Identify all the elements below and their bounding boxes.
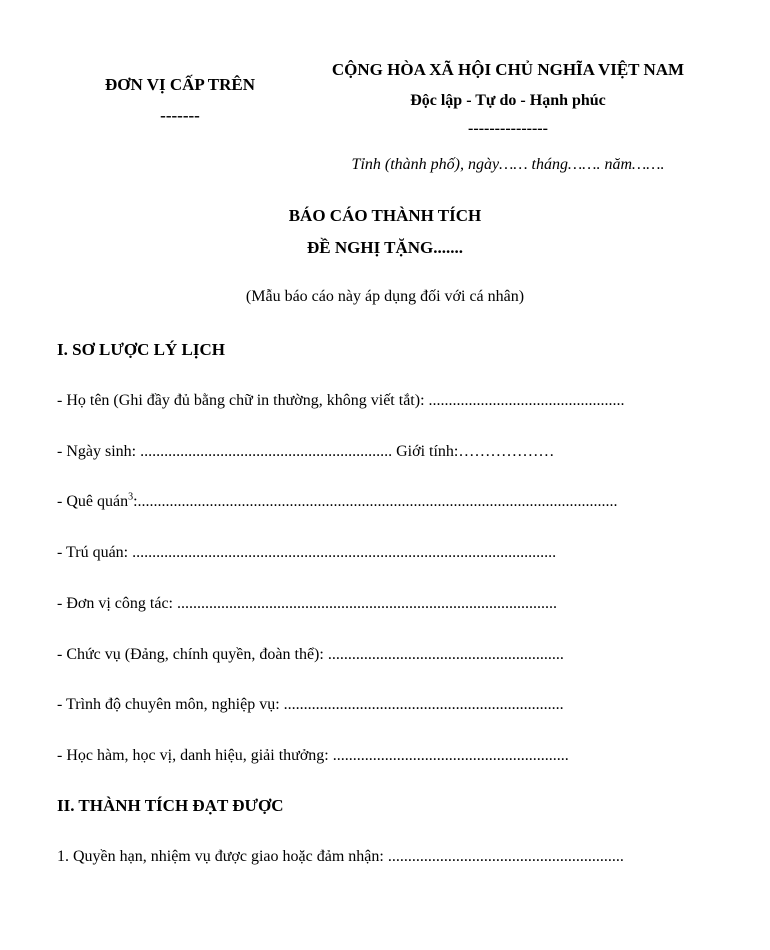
field-hometown bbox=[57, 493, 618, 511]
field-full-name: - Họ tên (Ghi đầy đủ bằng chữ in thường, không viết tắt): ................................................. bbox=[57, 392, 625, 409]
national-title: CỘNG HÒA XÃ HỘI CHỦ NGHĨA VIỆT NAM bbox=[331, 60, 685, 79]
field-hometown-label: - Quê quán bbox=[57, 493, 129, 510]
motto-rule: --------------- bbox=[468, 120, 548, 137]
superior-unit-rule: ------- bbox=[160, 106, 200, 125]
field-qualification: - Trình độ chuyên môn, nghiệp vụ: ...................................................................... bbox=[57, 696, 564, 713]
field-residence: - Trú quán: .......................................................................................................... bbox=[57, 544, 557, 561]
section-heading-achievements: II. THÀNH TÍCH ĐẠT ĐƯỢC bbox=[57, 796, 284, 815]
section-heading-biography: I. SƠ LƯỢC LÝ LỊCH bbox=[57, 340, 225, 359]
report-title-proposal: ĐỀ NGHỊ TẶNG....... bbox=[306, 238, 463, 257]
place-date-line: Tỉnh (thành phố), ngày…… tháng……. năm……. bbox=[351, 156, 665, 173]
report-title: BÁO CÁO THÀNH TÍCH bbox=[288, 206, 482, 225]
report-subtitle: (Mẫu báo cáo này áp dụng đối với cá nhân) bbox=[245, 288, 525, 305]
field-dob-gender: - Ngày sinh: ............................................................... Giới tính:……………… bbox=[57, 443, 555, 460]
field-position: - Chức vụ (Đảng, chính quyền, đoàn thể): ........................................................... bbox=[57, 646, 564, 663]
field-degree-awards: - Học hàm, học vị, danh hiệu, giải thưởng: ........................................................... bbox=[57, 747, 569, 764]
field-duties: 1. Quyền hạn, nhiệm vụ được giao hoặc đảm nhận: ........................................................... bbox=[57, 848, 624, 865]
field-work-unit: - Đơn vị công tác: ............................................................................................... bbox=[57, 595, 557, 612]
field-hometown-dots: :........................................................................................................................ bbox=[133, 493, 618, 510]
national-motto: Độc lập - Tự do - Hạnh phúc bbox=[410, 92, 606, 109]
superior-unit-label: ĐƠN VỊ CẤP TRÊN bbox=[104, 75, 256, 94]
footnote-marker: 3 bbox=[128, 491, 134, 503]
